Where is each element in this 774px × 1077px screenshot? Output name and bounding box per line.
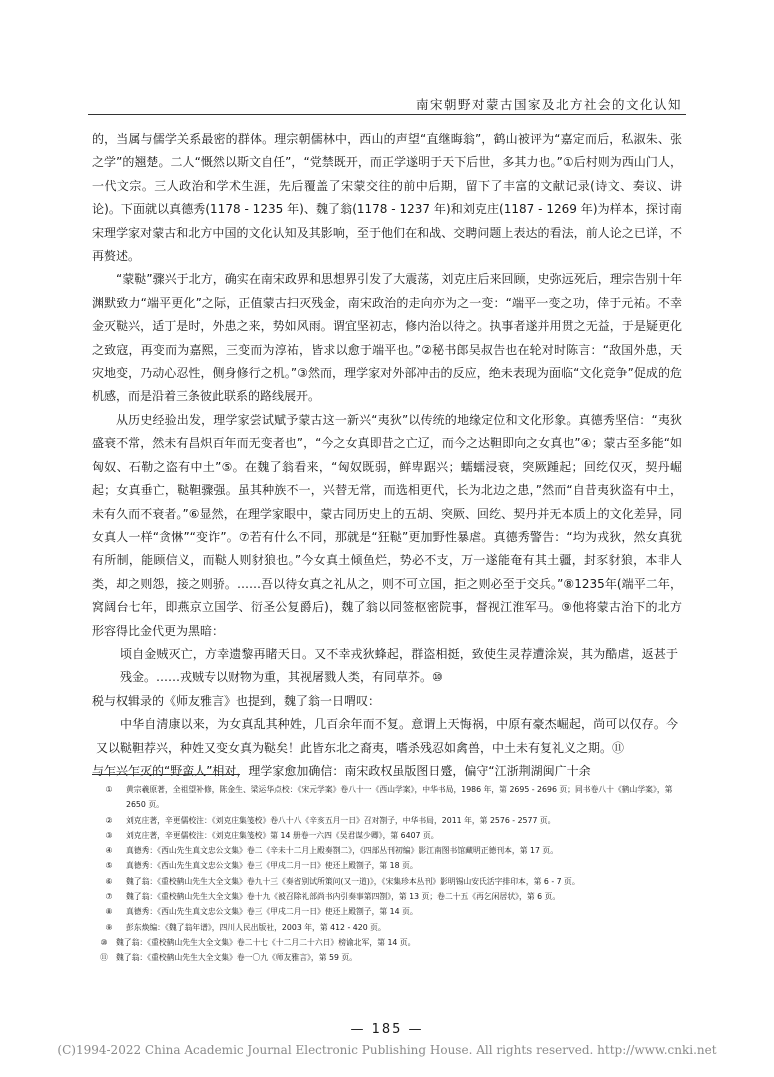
footnote-number: ⑧ <box>105 907 113 917</box>
footnote-text: 魏了翁：《重校鹤山先生大全文集》卷九十三《奏省别试所策问(又一道)》，《宋集珍本丛刊》影明锡山安氏活字排印本，第 6 - 7 页。 <box>126 876 580 886</box>
footnote-number: ⑦ <box>105 892 113 902</box>
footnote <box>92 858 682 873</box>
footnote-text: 刘克庄著，辛更儒校注：《刘克庄集笺校》第 14 册卷一六四《吴君谋少卿》，第 6407 页。 <box>126 830 439 840</box>
footnote-number: ④ <box>105 846 113 856</box>
paragraph-5: 与乍兴乍灭的“野蛮人”相对，理学家愈加确信：南宋政权虽版图日蹙，偏守“江浙荆湖闽广十余 <box>92 763 591 778</box>
footnote <box>92 904 682 919</box>
footnote <box>92 950 682 965</box>
block-quote-2: 中华自清康以来，为女真乱其种姓，几百余年而不复。意谓上天悔祸，中原有豪杰崛起，尚可以仅存。今又以鞑靼荐兴，种姓又变女真为鞑矣！此皆东北之裔夷，嗜杀残忍如禽兽，中土未有复礼义之期。⑪ <box>96 717 678 755</box>
footnote <box>92 920 682 935</box>
footnote <box>92 874 682 889</box>
footnote-number: ⑥ <box>105 876 113 886</box>
footnote <box>92 828 682 843</box>
footnote-text: 真德秀：《西山先生真文忠公文集》卷三《甲戌二月一日》使还上殿劄子，第 18 页。 <box>126 861 418 871</box>
footnote <box>92 782 682 813</box>
footnotes <box>92 782 682 966</box>
footnote-number: ⑩ <box>100 937 108 947</box>
paragraph-2: “蒙鞑”骤兴于北方，确实在南宋政界和思想界引发了大震荡，刘克庄后来回顾，史弥远死后，理宗告别十年渊默致力“端平更化”之际，正值蒙古扫灭残金，南宋政治的走向亦为之一变：“端平一变之功，倖于元祐。不幸金灭鞑兴，适丁是时，外患之来，势如风雨。谓宜坚初志，修内治以待之。执事者遂并用贯之无益，于是疑更化之致寇，再变而为嘉熙，三变而为淳祐，皆求以愈于端平也。”②秘书郎吴叔告也在轮对时陈言：“敌国外患，天灾地变，乃动心忍性，侧身修行之机。”③然而，理学家对外部冲击的反应，绝未表现为面临“文化竞争”促成的危机感，而是沿着三条彼此联系的路线展开。 <box>92 272 682 404</box>
footnote-text: 彭东焕编：《魏了翁年谱》，四川人民出版社，2003 年，第 412 - 420 页。 <box>126 922 386 932</box>
footnote-number: ③ <box>105 830 113 840</box>
running-head: 南宋朝野对蒙古国家及北方社会的文化认知 <box>415 97 682 112</box>
footnote-text: 魏了翁：《重校鹤山先生大全文集》卷一〇九《师友雅言》，第 59 页。 <box>116 953 357 963</box>
paragraph-4: 税与权辑录的《师友雅言》也提到，魏了翁一日喟叹： <box>92 693 381 708</box>
footnote <box>92 843 682 858</box>
footnote-text: 真德秀：《西山先生真文忠公文集》卷三《甲戌二月一日》使还上殿劄子，第 14 页。 <box>126 907 418 917</box>
footnote-text: 黄宗羲原著，全祖望补修，陈金生、梁运华点校：《宋元学案》卷八十一《西山学案》，中华书局，1986 年，第 2695 - 2696 页；同书卷八十《鹤山学案》，第 2650 页。 <box>126 785 673 810</box>
footnote-text: 魏了翁：《重校鹤山先生大全文集》卷二十七《十二月二十六日》榜谕北军，第 14 页。 <box>116 937 416 947</box>
footnote-number: ② <box>105 815 113 825</box>
footnote-number: ⑨ <box>105 922 113 932</box>
footnote-number: ⑪ <box>100 953 108 963</box>
footnote <box>92 813 682 828</box>
block-quote-1: 顷自金贼灭亡，方幸遗黎再睹天日。又不幸戎狄蜂起，群盗相挺，致使生灵荐遭涂炭，其为酷虐，返甚于残金。……戎贼专以财物为重，其视屠戮人类，有同草芥。⑩ <box>120 646 678 685</box>
paragraph-3: 从历史经验出发，理学家尝试赋予蒙古这一新兴“夷狄”以传统的地缘定位和文化形象。真德秀坚信：“夷狄盛衰不常，然未有昌炽百年而无变者也”，“今之女真即昔之亡辽，而今之达靼即向之女真也”④；蒙古至多能“如匈奴、石勒之盗有中土”⑤。在魏了翁看来，“匈奴既弱，鲜卑踞兴；蠕蠕浸衰，突厥踵起；回纥仅灭，契丹崛起；女真垂亡，鞑靼骤强。虽其种族不一，兴替无常，而选相更代，长为北边之患，”然而“自昔夷狄盗有中土，未有久而不衰者。”⑥显然，在理学家眼中，蒙古同历史上的五胡、突厥、回纥、契丹并无本质上的文化差异，同女真人一样“贪惏”“变诈”。⑦若有什么不同，那就是“狂鞑”更加野性暴虐。真德秀警告：“均为戎狄，然女真犹有所制，能顾信义，而鞑人则豺狼也。”今女真土倾鱼烂，势必不支，万一遂能奄有其土疆，封豕豺狼，本非人类，却之则怨，接之则骄。……吾以待女真之礼从之，则不可立国，拒之则必至于交兵。”⑧1235年(端平二年，窝阔台七年，即燕京立国学、衍圣公复爵后)，魏了翁以同签枢密院事，督视江淮军马。⑨他将蒙古治下的北方形容得比金代更为黑暗： <box>92 412 682 638</box>
paragraph-1: 的，当属与儒学关系最密的群体。理宗朝儒林中，西山的声望“直继晦翁”，鹤山被评为“嘉定而后，私淑朱、张之学”的翘楚。二人“慨然以斯文自任”，“党禁既开，而正学遂明于天下后世，多其力也。”①后村则为西山门人，一代文宗。三人政治和学术生涯，先后覆盖了宋蒙交往的前中后期，留下了丰富的文献记录(诗文、奏议、讲论)。下面就以真德秀(1178 - 1235 年)、魏了翁(1178 - 1237 年)和刘克庄(1187 - 1269 年)为样本，探讨南宋理学家对蒙古和北方中国的文化认知及其影响，至于他们在和战、交聘问题上表达的看法，前人论之已详，不再赘述。 <box>92 132 682 264</box>
footnote-rule <box>92 774 240 775</box>
footnote-number: ⑤ <box>105 861 113 871</box>
footnote-text: 魏了翁：《重校鹤山先生大全文集》卷十九《被召除礼部尚书内引奏事第四劄》，第 13 页；卷二十五《再乞闲居状》，第 6 页。 <box>126 892 561 902</box>
footnote <box>92 935 682 950</box>
article-body <box>92 128 682 783</box>
footnote-text: 真德秀：《西山先生真文忠公文集》卷二《辛未十二月上殿奏劄二》，《四部丛刊初编》影江南图书馆藏明正德刊本，第 17 页。 <box>126 846 559 856</box>
header-rule <box>88 114 686 115</box>
page-number: — 185 — <box>350 1022 424 1037</box>
footnote-number: ① <box>105 785 113 794</box>
copyright-notice: (C)1994-2022 China Academic Journal Electronic Publishing House. All rights reserved. http://www.cnki.net <box>57 1043 717 1057</box>
footnote-text: 刘克庄著，辛更儒校注：《刘克庄集笺校》卷八十八《辛亥五月一日》召对劄子，中华书局，2011 年，第 2576 - 2577 页。 <box>126 815 556 825</box>
footnote <box>92 889 682 904</box>
